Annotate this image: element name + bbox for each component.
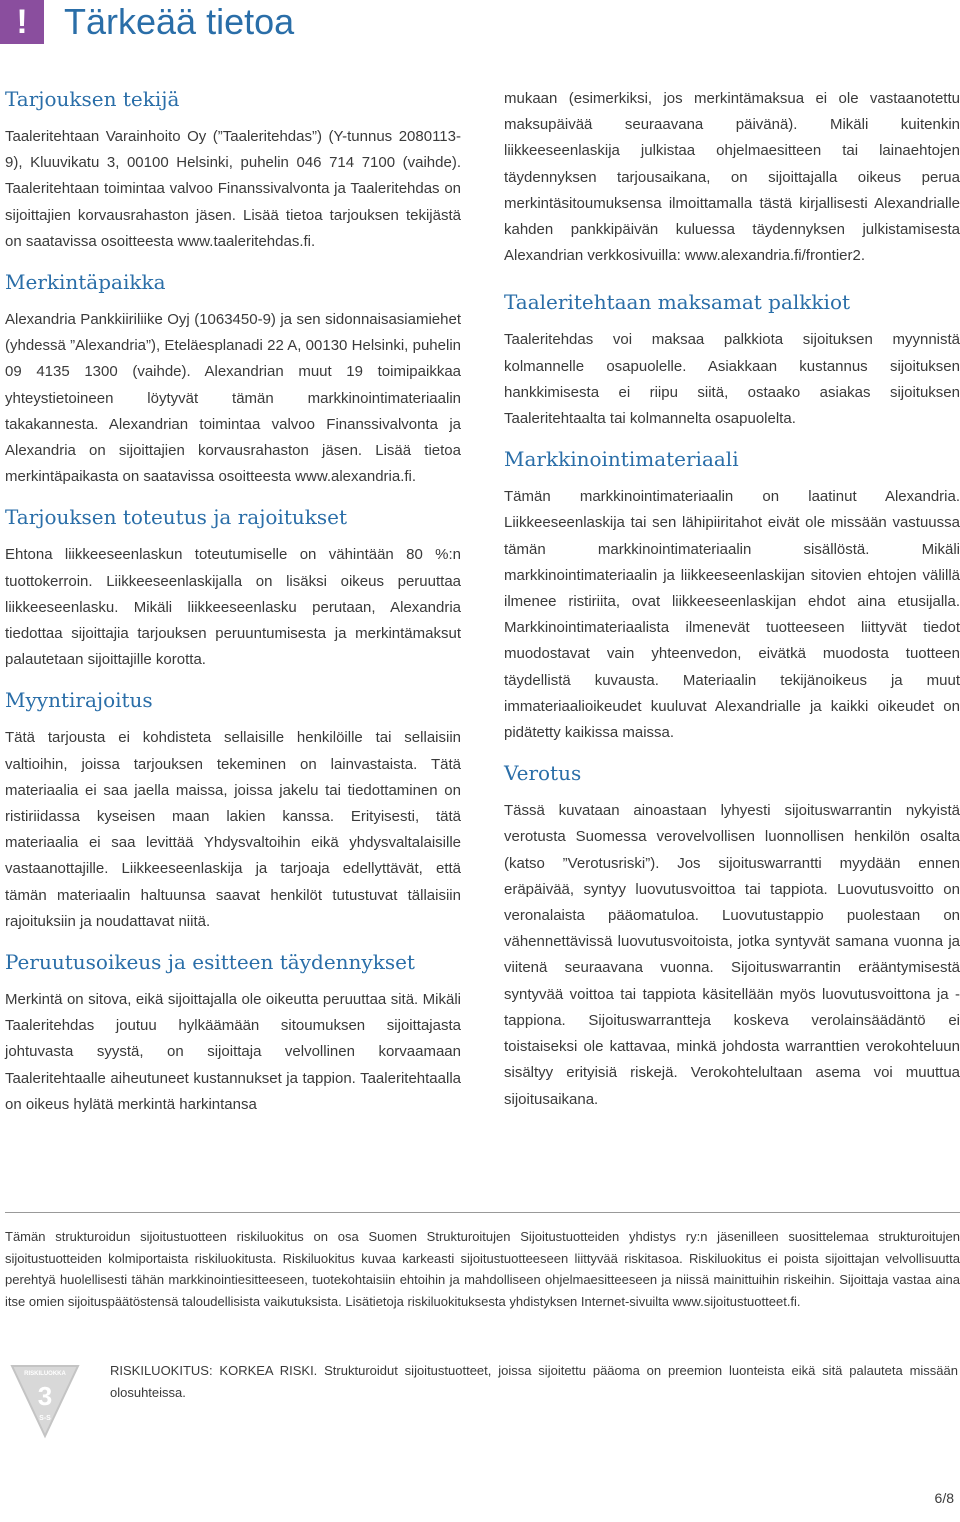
section-body-subscription-place: Alexandria Pankkiiriliike Oyj (1063450-9) ja sen sidonnaisasiamiehet (yhdessä ”Alexandria”), Eteläesplanadi 22 A, 00130 Helsinki, puhelin 09 4135 1300 (vaihde). Alexandrian muut 19 toimipaikkaa yhteystietoineen löytyvät tämän markkinointimateriaalin takakannesta. Alexandrian toimintaa valvoo Finanssivalvonta ja Alexandria on sijoittajien korvausrahaston jäsen. Lisää tietoa merkintäpaikasta on saatavissa osoitteesta www.alexandria.fi.	[5, 311, 461, 486]
section-body-offeror: Taaleritehtaan Varainhoito Oy (”Taaleritehdas”) (Y-tunnus 2080113-9), Kluuvikatu 3, 00100 Helsinki, puhelin 046 714 7100 (vaihde). Taaleritehtaan toimintaa valvoo Finanssivalvonta ja Taaleritehdas on sijoittajien korvausrahaston jäsen. Lisää tietoa tarjouksen tekijästä on saatavissa osoitteesta www.taaleritehdas.fi.	[5, 128, 461, 250]
section-body-sales-restriction: Tätä tarjousta ei kohdisteta sellaisille henkilöille tai sellaisiin valtioihin, joissa tarjouksen tekeminen on lainvastaista. Tätä materiaalia ei saa jaella maissa, joissa jakelu tai tiedottaminen on ristiriidassa kyseisen maan lakien kanssa. Erityisesti, tätä materiaalia ei saa levittää Yhdysvaltoihin eikä yhdysvaltalaisille vastaanottajille. Liikkeeseenlaskija ja tarjoaja edellyttävät, että tämän materiaalin haltuunsa saavat henkilöt tutustuvat tällaisiin rajoituksiin ja noudattavat niitä.	[5, 729, 461, 930]
risk-class-badge-icon	[8, 1362, 82, 1440]
section-body-cancellation: Merkintä on sitova, eikä sijoittajalla ole oikeutta peruuttaa sitä. Mikäli Taaleritehdas joutuu hylkäämään sitoumuksen sijoittajasta johtuvasta syystä, on sijoittaja velvollinen korvaamaan Taaleritehtaalle aiheutuneet kustannukset ja tappion. Taaleritehtaalla on oikeus hylätä merkintä harkintansa	[5, 991, 461, 1113]
exclamation-icon: !	[0, 0, 44, 44]
footer-divider	[5, 1212, 960, 1213]
risk-classification-text: RISKILUOKITUS: KORKEA RISKI. Strukturoidut sijoitustuotteet, joissa sijoitettu pääoma on preemion luonteista eikä sitä palauteta missään olosuhteissa.	[110, 1363, 958, 1400]
section-heading-implementation: Tarjouksen toteutus ja rajoitukset	[5, 505, 348, 530]
footer-disclaimer: Tämän strukturoidun sijoitustuotteen riskiluokitus on osa Suomen Strukturoitujen Sijoitustuotteiden yhdistys ry:n jäsenilleen suosittelemaa strukturoitujen sijoitustuotteiden kolmiportaista riskiluokitusta. Riskiluokitus kuvaa karkeasti sijoitustuotteeseen liittyvää riskitasoa. Riskiluokitus ei poista sijoittajan velvollisuutta perehtyä huolellisesti tähän markkinointiesitteeseen, tuotekohtaisiin ehtoihin ja mahdolliseen ohjelmaesitteeseen ja niissä mainittuihin riskeihin. Sijoittaja vastaa aina itse omien sijoituspäätöstensä taloudellisista vaikutuksista. Lisätietoja riskiluokituksesta yhdistyksen Internet-sivuilta www.sijoitustuotteet.fi.	[5, 1229, 960, 1309]
badge-label: RISKILUOKKA	[24, 1371, 66, 1377]
section-heading-marketing-material: Markkinointimateriaali	[504, 447, 739, 472]
section-heading-cancellation: Peruutusoikeus ja esitteen täydennykset	[5, 950, 415, 975]
page-number: 6/8	[934, 1490, 954, 1506]
section-heading-subscription-place: Merkintäpaikka	[5, 270, 166, 295]
left-column	[5, 86, 461, 1132]
page-header	[0, 0, 960, 44]
section-heading-sales-restriction: Myyntirajoitus	[5, 688, 153, 713]
right-column	[504, 86, 960, 1127]
section-body-implementation: Ehtona liikkeeseenlaskun toteutumiselle on vähintään 80 %:n tuottokerroin. Liikkeeseenlaskijalla on lisäksi oikeus peruuttaa liikkeeseenlasku. Mikäli liikkeeseenlasku perutaan, Alexandria tiedottaa sijoittajia tarjouksen peruuntumisesta ja merkintämaksut palautetaan sijoittajille korotta.	[5, 546, 461, 669]
badge-number: 3	[37, 1381, 53, 1411]
section-body-fees: Taaleritehdas voi maksaa palkkiota sijoituksen myynnistä kolmannelle osapuolelle. Asiakkaan kustannus sijoituksen hankkimisesta ei riipu siitä, ostaako asiakas sijoituksen Taaleritehtaalta tai kolmannelta osapuolelta.	[504, 331, 960, 428]
section-body-marketing-material: Tämän markkinointimateriaalin on laatinut Alexandria. Liikkeeseenlaskija tai sen lähipiiritahot eivät ole missään vastuussa tämän markkinointimateriaalin sisällöstä. Mikäli markkinointimateriaalin ja liikkeeseenlaskijan sitovien ehtojen välillä ilmenee ristiriita, ovat liikkeeseenlaskijan ehdot aina etusijalla. Markkinointimateriaalista ilmenevät tuotteeseen liittyvät tiedot muodostavat vain yhteenvedon, eivätkä muodosta tuotteen täydellistä kuvausta. Materiaalin tekijänoikeus ja muut immateriaalioikeudet kuuluvat Alexandrialle ja kaikki oikeudet on pidätetty kaikissa maissa.	[504, 488, 960, 742]
badge-sub: S-S	[39, 1415, 51, 1422]
section-heading-offeror: Tarjouksen tekijä	[5, 87, 180, 111]
section-heading-fees: Taaleritehtaan maksamat palkkiot	[504, 290, 851, 315]
section-body-taxation: Tässä kuvataan ainoastaan lyhyesti sijoituswarrantin nykyistä verotusta Suomessa verovelvollisen luonnollisen henkilön osalta (katso ”Verotusriski”). Jos sijoituswarrantti myydään ennen eräpäivää, syntyy luovutusvoittoa tai tappiota. Luovutusvoitto on veronalaista pääomatuloa. Luovutustappio puolestaan on vähennettävissä luovutusvoitoista, jotka syntyvät samana vuonna ja viitenä seuraavana vuonna. Sijoituswarrantin erääntymisestä syntyvää voittoa tai tappiota käsitellään myös luovutusvoittona ja -tappiona. Sijoituswarrantteja koskeva verolainsäädäntö ei toistaiseksi ole kattavaa, minkä johdosta warranttien verokohteluun sisältyy erityisiä riskejä. Verokohtelultaan asema voi muuttua sijoitusaikana.	[504, 802, 960, 1108]
page-title: Tärkeää tietoa	[64, 1, 295, 42]
continued-paragraph: mukaan (esimerkiksi, jos merkintämaksua ei ole vastaanotettu maksupäivää seuraavana päivänä). Mikäli kuitenkin liikkeeseenlaskija julkistaa ohjelmaesitteen tai lainaehtojen täydennyksen tarjousaikana, on sijoittajalla oikeus perua merkintäsitoumuksensa ilmoittamalla tästä kirjallisesti Alexandrialle kahden pankkipäivän kuluessa täydennyksen julkistamisesta Alexandrian verkkosivuilla: www.alexandria.fi/frontier2.	[504, 90, 960, 265]
section-heading-taxation: Verotus	[504, 761, 582, 786]
